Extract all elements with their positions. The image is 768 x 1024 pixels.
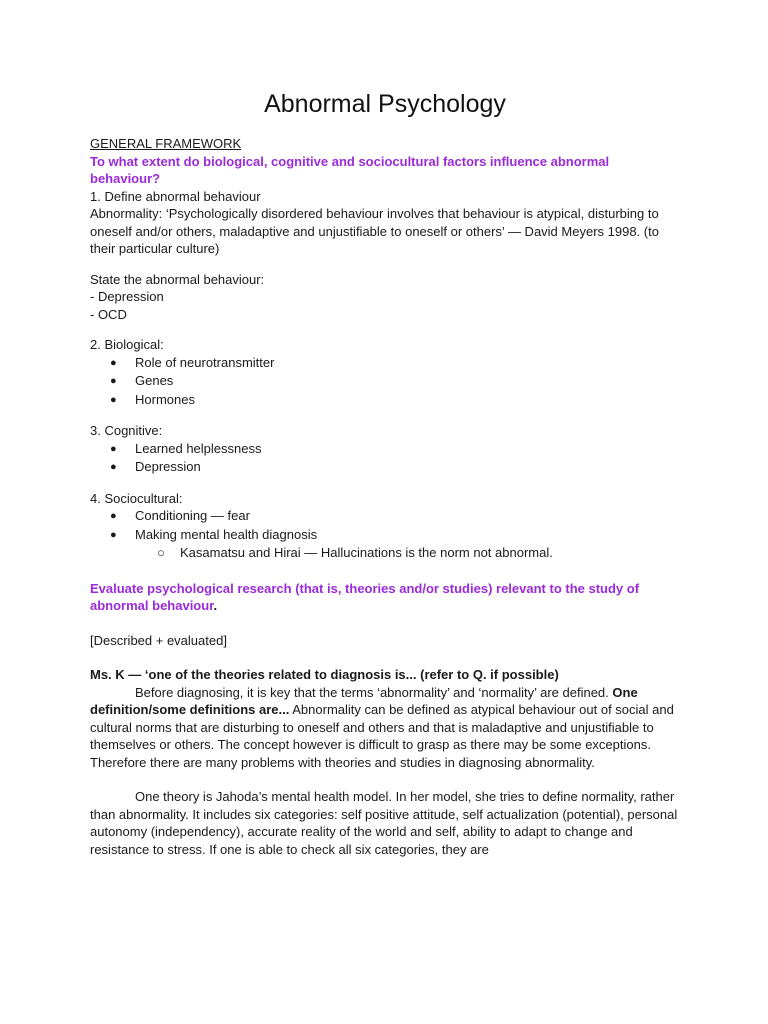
question-1: To what extent do biological, cognitive and sociocultural factors influence abnormal behaviour? <box>90 153 610 186</box>
document-page <box>90 88 680 858</box>
biological-heading: 2. Biological: <box>90 337 164 352</box>
msk-heading: Ms. K — ‘one of the theories related to diagnosis is... (refer to Q. if possible) <box>90 667 559 682</box>
hollow-bullet-icon: ○ <box>157 545 165 560</box>
sociocultural-sublist <box>90 544 680 563</box>
paragraph-2: One theory is Jahoda’s mental health model. In her model, she tries to define normality, rather than abnormality. It includes six categories: self positive attitude, self actualization (potential), personal autonomy (independency), accurate reality of the world and self, ability to adapt to change and resistance to stress. If one is able to check all six categories, they are <box>90 789 678 857</box>
list-item: ● Conditioning — fear <box>90 507 680 526</box>
page-title: Abnormal Psychology <box>264 90 506 118</box>
bullet-icon: ● <box>110 528 117 541</box>
paragraph-1: Before diagnosing, it is key that the terms ‘abnormality’ and ‘normality’ are defined. One definition/some definitions are... Abnormality can be defined as atypical behaviour out of social and cultural norms that are disturbing to oneself and others and that is maladaptive and unjustifiable to themselves or others. The concept however is difficult to grasp as there may be some exceptions. Therefore there are many problems with theories and studies in diagnosing abnormality. <box>90 684 674 770</box>
described-note: [Described + evaluated] <box>90 632 227 648</box>
list-item: ● Making mental health diagnosis <box>90 526 680 545</box>
state-item-ocd: - OCD <box>90 306 127 322</box>
bullet-icon: ● <box>110 461 117 473</box>
bullet-icon: ● <box>110 393 117 406</box>
abnormality-definition: Abnormality: ‘Psychologically disordered behaviour involves that behaviour is atypical, disturbing to oneself and/or others, maladaptive and unjustifiable to oneself or others’ — David Meyers 1998. (to their particular culture) <box>90 206 659 256</box>
sociocultural-heading: 4. Sociocultural: <box>90 490 183 506</box>
list-item: ● Role of neurotransmitter <box>90 354 680 373</box>
list-item: ● Learned helplessness <box>90 440 680 459</box>
sociocultural-list <box>90 507 680 544</box>
state-item-depression: - Depression <box>90 289 164 304</box>
framework-heading: GENERAL FRAMEWORK <box>90 136 242 151</box>
cognitive-heading: 3. Cognitive: <box>90 423 163 438</box>
bullet-icon: ● <box>110 375 117 387</box>
biological-list <box>90 354 680 410</box>
list-item: ● Depression <box>90 458 680 477</box>
state-heading: State the abnormal behaviour: <box>90 271 265 287</box>
bullet-icon: ● <box>110 356 117 369</box>
list-item: ○ Kasamatsu and Hirai — Hallucinations is the norm not abnormal. <box>90 544 680 563</box>
list-item: ● Genes <box>90 372 680 391</box>
bullet-icon: ● <box>110 510 117 522</box>
bullet-icon: ● <box>110 442 117 455</box>
list-item: ● Hormones <box>90 391 680 410</box>
question-2: Evaluate psychological research (that is, theories and/or studies) relevant to the study of abnormal behaviour. <box>90 580 640 613</box>
step-1: 1. Define abnormal behaviour <box>90 188 261 204</box>
cognitive-list <box>90 440 680 477</box>
